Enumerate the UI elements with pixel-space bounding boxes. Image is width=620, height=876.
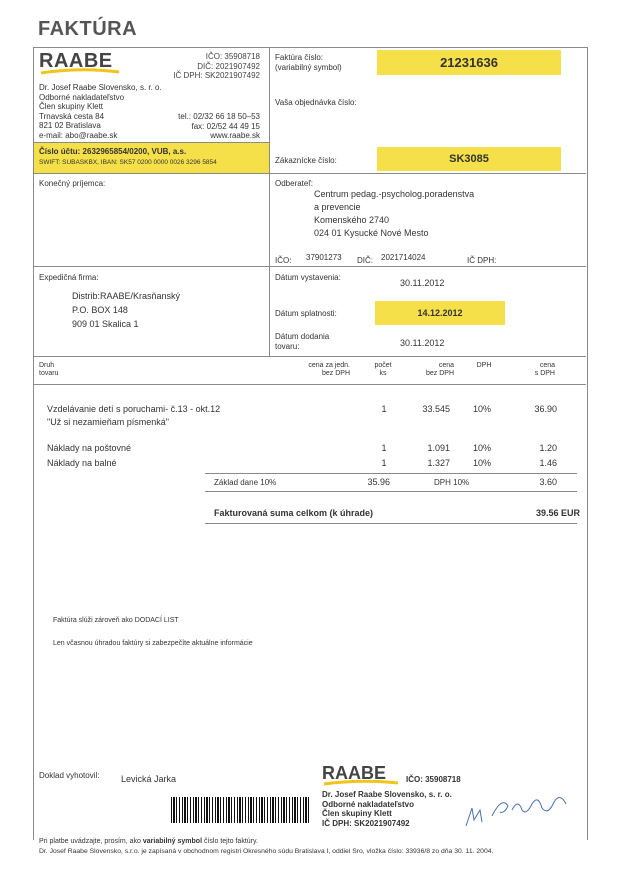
item-vat: 10% <box>472 443 491 453</box>
issue-date-label: Dátum vystavenia: <box>275 273 341 282</box>
supplier-name: Dr. Josef Raabe Slovensko, s. r. o. <box>39 83 162 92</box>
supplier-line2: Odborné nakladateľstvo <box>39 92 125 102</box>
item-qty: 1 <box>381 404 387 414</box>
vat-amount: 3.60 <box>539 477 557 487</box>
bank-account-box <box>34 143 269 173</box>
document-title: FAKTÚRA <box>38 18 138 40</box>
stamp-line3: Člen skupiny Klett <box>322 809 392 818</box>
col-price-header: cena <box>438 362 454 369</box>
total-label: Fakturovaná suma celkom (k úhrade) <box>214 508 374 518</box>
shipping-name: Distrib:RAABE/Krasňanský <box>72 291 181 301</box>
supplier-tel: tel.: 02/32 66 18 50–53 <box>178 112 260 121</box>
vat-label: DPH 10% <box>434 478 470 487</box>
base-label: Základ dane 10% <box>214 478 277 487</box>
sum-top-rule <box>205 491 577 492</box>
table-header-rule <box>34 384 586 385</box>
item-price: 33.545 <box>422 404 450 414</box>
payment-instruction-pre: Pri platbe uvádzajte, prosím, ako <box>39 838 143 845</box>
col-item-header-2: tovaru <box>39 370 59 377</box>
stamp-line1: Dr. Josef Raabe Slovensko, s. r. o. <box>322 790 452 799</box>
total-amount: 39.56 EUR <box>535 508 580 518</box>
item-qty: 1 <box>381 443 387 453</box>
customer-number: SK3085 <box>377 147 561 171</box>
company-register: Dr. Josef Raabe Slovensko, s.r.o. je zapísaná v obchodnom registri Okresného súdu Bratislava I, oddiel Sro, vložka číslo: 33936/8 zo dňa 30. 11. 2004. <box>39 848 494 855</box>
customer-number-label: Zákaznícke číslo: <box>275 156 337 165</box>
issued-by-name: Levická Jarka <box>121 774 177 784</box>
divider-3 <box>34 266 586 267</box>
delivery-date-label-2: tovaru: <box>275 341 300 351</box>
buyer-name: Centrum pedag.-psycholog.poradenstva <box>314 189 475 199</box>
invoice-number-label: Faktúra číslo: <box>275 53 324 62</box>
col-item-header: Druh <box>39 362 55 369</box>
payment-instruction-post: číslo tejto faktúry. <box>202 838 258 845</box>
item-desc: Vzdelávanie detí s poruchami- č.13 - okt.12 <box>47 404 221 414</box>
delivery-date: 30.11.2012 <box>400 338 445 348</box>
supplier-icdph: IČ DPH: SK2021907492 <box>173 71 260 80</box>
payment-instruction <box>39 838 258 846</box>
header-divider <box>269 48 270 356</box>
base-amount: 35.96 <box>367 477 390 487</box>
invoice-number-sublabel: (variabilný symbol) <box>275 62 342 72</box>
delivery-date-label: Dátum dodania <box>275 332 330 341</box>
note-payment: Len včasnou úhradou faktúry si zabezpečíte aktuálne informácie <box>53 640 253 647</box>
shipping-city: 909 01 Skalica 1 <box>72 319 139 329</box>
barcode <box>171 797 311 823</box>
col-qty-header: počet <box>374 362 392 369</box>
supplier-fax: fax: 02/52 44 49 15 <box>191 121 260 131</box>
col-qty-header-2: ks <box>379 370 387 377</box>
shipping-label: Expedičná firma: <box>39 273 99 282</box>
issued-by-label: Doklad vyhotovil: <box>39 771 100 780</box>
col-total-header: cena <box>539 362 555 369</box>
supplier-dic: DIČ: 2021907492 <box>197 61 260 71</box>
supplier-street: Trnavská cesta 84 <box>39 111 105 121</box>
supplier-web: www.raabe.sk <box>210 131 260 140</box>
raabe-logo: RAABE <box>39 50 113 73</box>
signature <box>462 786 574 832</box>
supplier-ico: IČO: 35908718 <box>205 52 260 61</box>
subtotal-rule <box>205 473 577 474</box>
stamp-ico: IČO: 35908718 <box>406 775 461 784</box>
order-number-label: Vaša objednávka číslo: <box>275 98 357 107</box>
item-desc: Náklady na balné <box>47 458 117 468</box>
col-unit-header-2: bez DPH <box>321 370 350 377</box>
buyer-street: Komenského 2740 <box>314 215 390 225</box>
due-date-label: Dátum splatnosti: <box>275 309 337 318</box>
buyer-label: Odberateľ: <box>275 179 313 188</box>
payment-instruction-bold: variabilný symbol <box>142 838 203 845</box>
stamp-logo: RAABE <box>322 763 387 783</box>
divider-4 <box>34 356 586 357</box>
col-vat-header: DPH <box>476 362 492 369</box>
bank-swift: SWIFT: SUBASKBX, IBAN: SK57 0200 0000 0026 3296 5854 <box>39 159 217 166</box>
note-delivery-list: Faktúra slúži zároveň ako DODACÍ LIST <box>53 617 179 624</box>
buyer-dic: 2021714024 <box>381 253 426 262</box>
stamp-line4: IČ DPH: SK2021907492 <box>322 818 410 828</box>
col-total-header-2: s DPH <box>534 370 555 377</box>
supplier-email: e-mail: abo@raabe.sk <box>39 130 118 140</box>
divider-2 <box>34 173 586 174</box>
shipping-box: P.O. BOX 148 <box>72 305 128 315</box>
item-total: 1.46 <box>539 458 557 468</box>
buyer-ico: 37901273 <box>306 253 342 262</box>
item-qty: 1 <box>381 458 387 468</box>
final-recipient-label: Konečný príjemca: <box>39 179 106 188</box>
sum-bottom-rule <box>205 523 577 524</box>
item-total: 1.20 <box>539 443 557 453</box>
due-date: 14.12.2012 <box>375 301 505 325</box>
col-unit-header: cena za jedn. <box>308 362 350 369</box>
buyer-line2: a prevencie <box>314 202 361 212</box>
supplier-line3: Člen skupiny Klett <box>39 102 104 111</box>
buyer-city: 024 01 Kysucké Nové Mesto <box>314 228 429 238</box>
supplier-city: 821 02 Bratislava <box>39 121 101 130</box>
bank-account: Číslo účtu: 2632965854/0200, VUB, a.s. <box>39 147 187 156</box>
item-total: 36.90 <box>534 404 557 414</box>
issue-date: 30.11.2012 <box>400 278 445 288</box>
stamp-line2: Odborné nakladateľstvo <box>322 799 414 809</box>
invoice-number: 21231636 <box>377 50 561 75</box>
item-desc-2: "Už si nezamieňam písmenká" <box>47 417 169 427</box>
item-vat: 10% <box>472 404 491 414</box>
stamp <box>322 763 462 828</box>
item-vat: 10% <box>472 458 491 468</box>
item-price: 1.327 <box>427 458 450 468</box>
col-price-header-2: bez DPH <box>425 370 454 377</box>
buyer-ico-label: IČO: <box>275 256 292 265</box>
buyer-icdph-label: IČ DPH: <box>467 256 497 265</box>
buyer-dic-label: DIČ: <box>357 256 373 265</box>
item-price: 1.091 <box>427 443 450 453</box>
item-desc: Náklady na poštovné <box>47 443 132 453</box>
